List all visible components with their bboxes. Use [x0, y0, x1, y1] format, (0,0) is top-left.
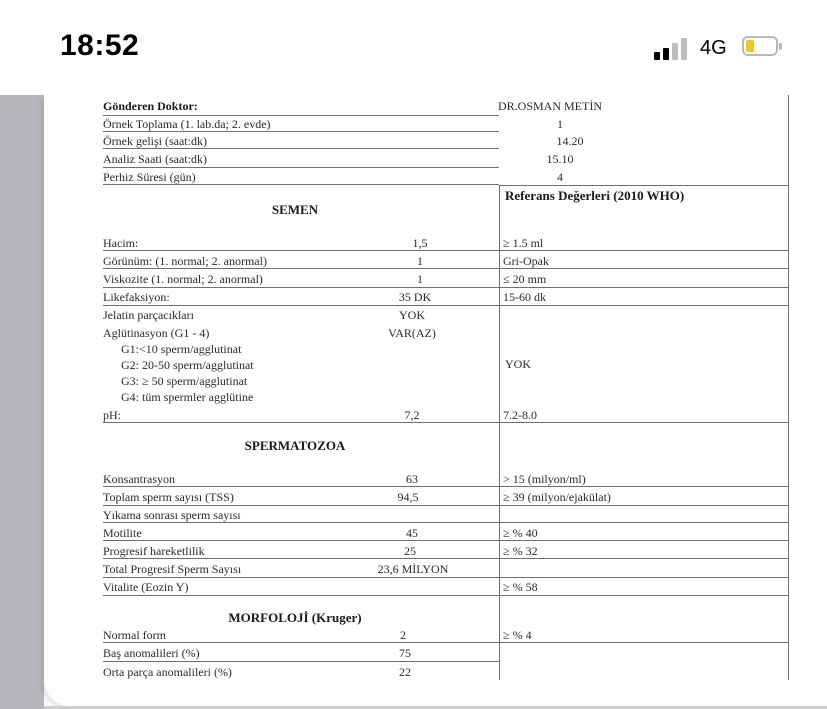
- sperm-row-value: 63: [406, 472, 418, 486]
- reference-header: Referans Değerleri (2010 WHO): [505, 188, 685, 203]
- report-row-value: 4: [557, 170, 563, 184]
- morph-row-ref: ≥ % 4: [503, 628, 532, 642]
- sperm-row-label: Motilite: [103, 526, 142, 540]
- network-type: 4G: [700, 37, 727, 59]
- report-row-value: 15.10: [546, 152, 574, 166]
- report-row-label: Örnek Toplama (1. lab.da; 2. evde): [103, 117, 271, 131]
- sperm-row-label: Yıkama sonrası sperm sayısı: [103, 508, 241, 522]
- morph-row-label: Orta parça anomalileri (%): [103, 665, 232, 679]
- report-row-label: Gönderen Doktor:: [103, 99, 198, 113]
- jelatin-label: Jelatin parçacıkları: [103, 308, 194, 322]
- report-row-value: 1: [557, 117, 563, 131]
- semen-row-label: Viskozite (1. normal; 2. anormal): [103, 272, 263, 286]
- morph-row-value: 2: [400, 628, 406, 642]
- aglutinasyon-grade: G4: tüm spermler agglütine: [121, 390, 254, 404]
- jelatin-value: YOK: [399, 308, 425, 322]
- semen-row-value: 1: [417, 254, 423, 268]
- section-title-semen: SEMEN: [271, 202, 319, 217]
- ph-value: 7,2: [404, 408, 420, 422]
- semen-row-label: Hacim:: [103, 236, 139, 250]
- report-row-value: DR.OSMAN METİN: [498, 99, 603, 113]
- sperm-row-ref: ≥ % 32: [503, 544, 538, 558]
- sperm-row-label: Konsantrasyon: [103, 472, 175, 486]
- aglutinasyon-grade: G2: 20-50 sperm/agglutinat: [121, 358, 254, 372]
- ph-label: pH:: [103, 408, 121, 422]
- semen-row-ref: ≤ 20 mm: [503, 272, 547, 286]
- morph-row-label: Normal form: [103, 628, 166, 642]
- semen-row-value: 35 DK: [398, 290, 432, 304]
- semen-row-label: Görünüm: (1. normal; 2. anormal): [103, 254, 267, 268]
- semen-row-ref: 15-60 dk: [503, 290, 546, 304]
- sperm-row-value: 23,6 MİLYON: [377, 562, 449, 576]
- aglutinasyon-label: Aglütinasyon (G1 - 4): [103, 326, 210, 340]
- report-row-value: 14.20: [556, 134, 584, 148]
- report-row-label: Perhiz Süresi (gün): [103, 170, 196, 184]
- morph-row-value: 22: [399, 665, 411, 679]
- report-row-label: Analiz Saati (saat:dk): [103, 152, 207, 166]
- ph-ref: 7.2-8.0: [503, 408, 537, 422]
- semen-row-label: Likefaksiyon:: [103, 290, 170, 304]
- aglutinasyon-ref: YOK: [505, 357, 531, 371]
- sperm-row-ref: ≥ % 58: [503, 580, 538, 594]
- clock: 18:52: [60, 29, 140, 62]
- sperm-row-label: Vitalite (Eozin Y): [103, 580, 189, 594]
- sperm-row-value: 45: [406, 526, 418, 540]
- morph-row-label: Baş anomalileri (%): [103, 646, 200, 660]
- semen-row-ref: ≥ 1.5 ml: [503, 236, 544, 250]
- semen-row-value: 1: [417, 272, 423, 286]
- morph-row-value: 75: [399, 646, 411, 660]
- sperm-row-label: Toplam sperm sayısı (TSS): [103, 490, 234, 504]
- sperm-row-ref: > 15 (milyon/ml): [503, 472, 586, 486]
- section-title-spermatozoa: SPERMATOZOA: [244, 438, 346, 453]
- sperm-row-value: 94,5: [397, 490, 419, 504]
- sperm-row-ref: ≥ 39 (milyon/ejakülat): [503, 490, 611, 504]
- semen-row-ref: Gri-Opak: [503, 254, 549, 268]
- semen-row-value: 1,5: [412, 236, 428, 250]
- sperm-row-label: Progresif hareketlilik: [103, 544, 205, 558]
- sperm-row-ref: ≥ % 40: [503, 526, 538, 540]
- aglutinasyon-grade: G3: ≥ 50 sperm/agglutinat: [121, 374, 248, 388]
- section-title-morfoloji: MORFOLOJİ (Kruger): [228, 610, 362, 625]
- sperm-row-label: Total Progresif Sperm Sayısı: [103, 562, 242, 576]
- sperm-row-value: 25: [404, 544, 416, 558]
- aglutinasyon-grade: G1:<10 sperm/agglutinat: [121, 342, 242, 356]
- aglutinasyon-value: VAR(AZ): [388, 326, 436, 340]
- report-row-label: Örnek gelişi (saat:dk): [103, 134, 207, 148]
